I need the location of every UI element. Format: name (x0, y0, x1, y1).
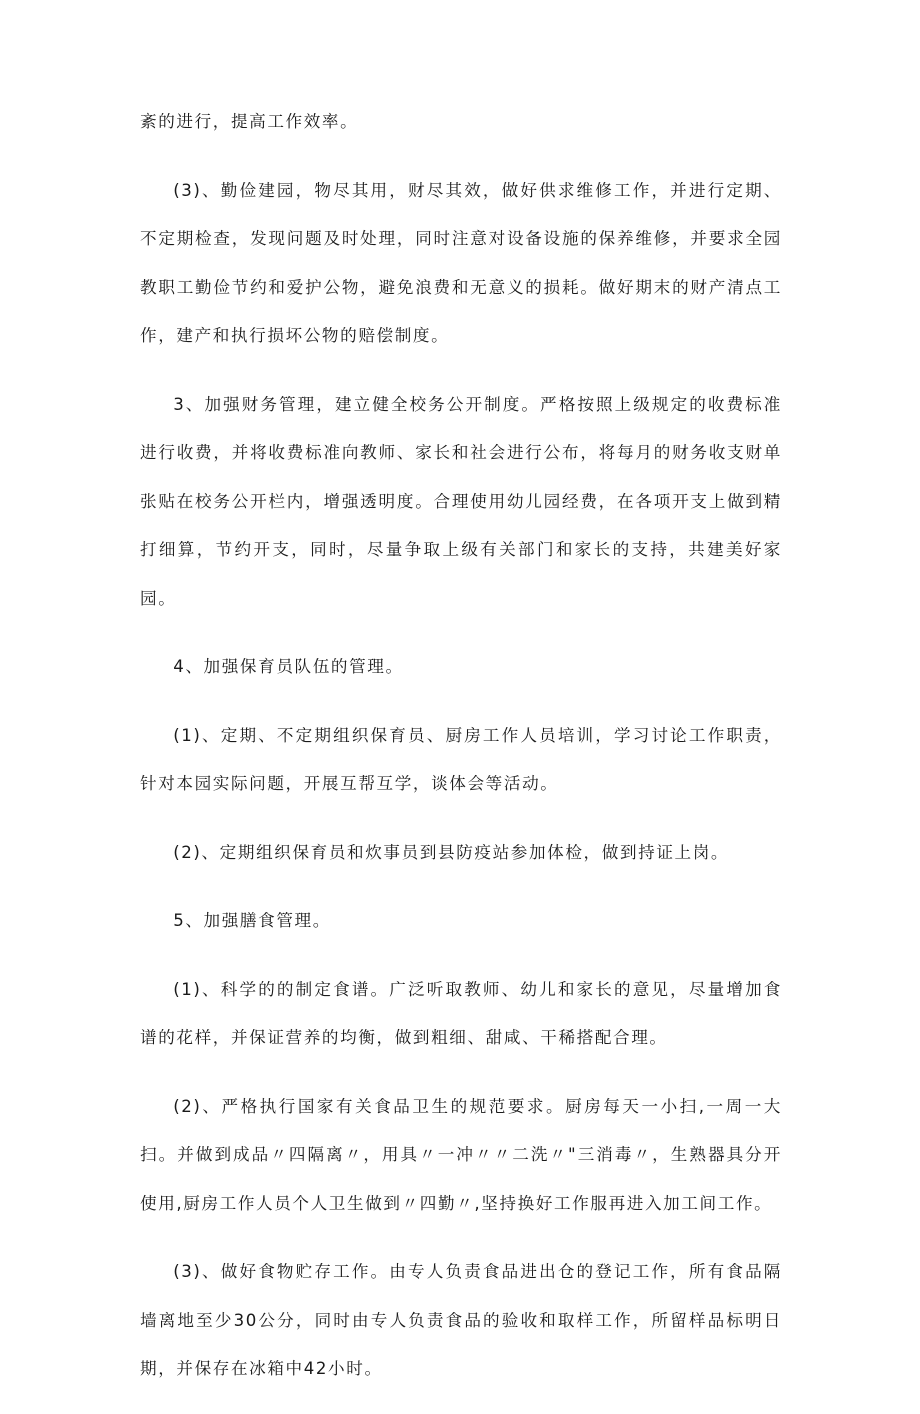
paragraph-item-2-hygiene: (2)、严格执行国家有关食品卫生的规范要求。厨房每天一小扫,一周一大扫。并做到成品〃四隔离〃，用具〃一冲〃〃二洗〃"三消毒〃，生熟器具分开使用,厨房工作人员个人卫生做到〃四勤〃,坚持换好工作服再进入加工间工作。 (140, 1096, 782, 1213)
paragraph-section-3-finance: 3、加强财务管理，建立健全校务公开制度。严格按照上级规定的收费标准进行收费，并将收费标准向教师、家长和社会进行公布，将每月的财务收支财单张贴在校务公开栏内，增强透明度。合理使用幼儿园经费，在各项开支上做到精打细算，节约开支，同时，尽量争取上级有关部门和家长的支持，共建美好家园。 (140, 394, 782, 608)
paragraph-item-1-menu: (1)、科学的的制定食谱。广泛听取教师、幼儿和家长的意见，尽量增加食谱的花样，并保证营养的均衡，做到粗细、甜咸、干稀搭配合理。 (140, 979, 782, 1047)
paragraph-item-2-checkup: (2)、定期组织保育员和炊事员到县防疫站参加体检，做到持证上岗。 (173, 842, 730, 862)
paragraph-item-3-maintenance: (3)、勤俭建园，物尽其用，财尽其效，做好供求维修工作，并进行定期、不定期检查，发现问题及时处理，同时注意对设备设施的保养维修，并要求全园教职工勤俭节约和爱护公物，避免浪费和无意义的损耗。做好期末的财产清点工作，建产和执行损坏公物的赔偿制度。 (140, 180, 782, 345)
paragraph-item-1-training: (1)、定期、不定期组织保育员、厨房工作人员培训，学习讨论工作职责，针对本园实际问题，开展互帮互学，谈体会等活动。 (140, 725, 782, 793)
paragraph-section-5-heading: 5、加强膳食管理。 (173, 911, 331, 930)
paragraph-section-4-heading: 4、加强保育员队伍的管理。 (173, 657, 404, 676)
document-body (140, 98, 782, 1414)
paragraph-item-3-storage: (3)、做好食物贮存工作。由专人负责食品进出仓的登记工作，所有食品隔墙离地至少30公分，同时由专人负责食品的验收和取样工作，所留样品标明日期，并保存在冰箱中42小时。 (140, 1262, 782, 1378)
paragraph-continuation: 紊的进行，提高工作效率。 (140, 112, 359, 131)
